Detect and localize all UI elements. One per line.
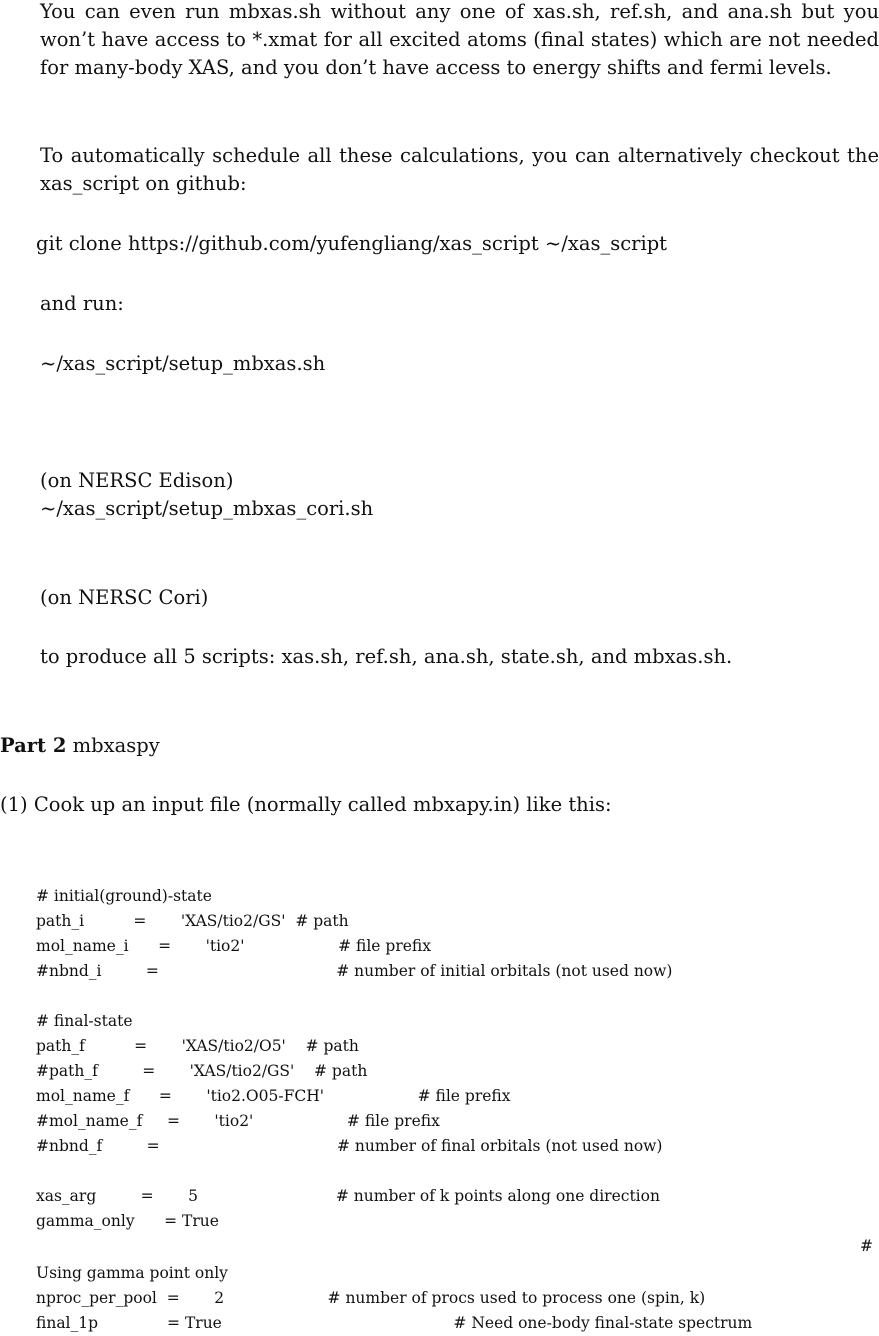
code-line: # initial(ground)-state — [36, 887, 212, 905]
code-line: #mol_name_f = 'tio2' # file prefix — [36, 1112, 440, 1130]
code-line: final_1p = True # Need one-body final-state spectrum — [36, 1314, 753, 1332]
edison-label: (on NERSC Edison) — [40, 469, 234, 492]
code-line: path_f = 'XAS/tio2/O5' # path — [36, 1037, 359, 1055]
code-line: #nbnd_i = # number of initial orbitals (not used now) — [36, 962, 673, 980]
intro-paragraph: You can even run mbxas.sh without any one of xas.sh, ref.sh, and ana.sh but you won’t have access to *.xmat for all excited atoms (final states) which are not needed for many-body XAS, and you don’t have access to energy shifts and fermi levels. — [40, 0, 879, 79]
code-line: # final-state — [36, 1012, 133, 1030]
produce-scripts-line: to produce all 5 scripts: xas.sh, ref.sh, ana.sh, state.sh, and mbxas.sh. — [40, 645, 733, 668]
code-line: #nbnd_f = # number of final orbitals (not used now) — [36, 1137, 663, 1155]
part2-heading — [0, 733, 160, 759]
code-line: mol_name_f = 'tio2.O05-FCH' # file prefix — [36, 1087, 511, 1105]
git-clone-command: git clone https://github.com/yufengliang/xas_script ~/xas_script — [36, 232, 668, 255]
code-line: #path_f = 'XAS/tio2/GS' # path — [36, 1062, 368, 1080]
code-line: xas_arg = 5 # number of k points along one direction — [36, 1187, 660, 1205]
and-run-label: and run: — [40, 292, 124, 315]
code-line: Using gamma point only — [36, 1264, 228, 1282]
code-line: path_i = 'XAS/tio2/GS' # path — [36, 912, 349, 930]
part2-bold: Part 2 — [0, 734, 67, 757]
code-line: mol_name_i = 'tio2' # file prefix — [36, 937, 431, 955]
schedule-paragraph: To automatically schedule all these calculations, you can alternatively checkout the xas_script on github: — [40, 144, 879, 195]
setup-command-edison: ~/xas_script/setup_mbxas.sh — [40, 352, 326, 375]
step1-instruction: (1) Cook up an input file (normally called mbxapy.in) like this: — [0, 793, 612, 816]
code-line: nproc_per_pool = 2 # number of procs used to process one (spin, k) — [36, 1289, 706, 1307]
code-wrapped-hash: # — [860, 1237, 873, 1255]
code-line: gamma_only = True — [36, 1212, 219, 1230]
setup-command-cori: ~/xas_script/setup_mbxas_cori.sh — [40, 497, 374, 520]
cori-label: (on NERSC Cori) — [40, 586, 209, 609]
part2-title: mbxaspy — [66, 734, 160, 757]
